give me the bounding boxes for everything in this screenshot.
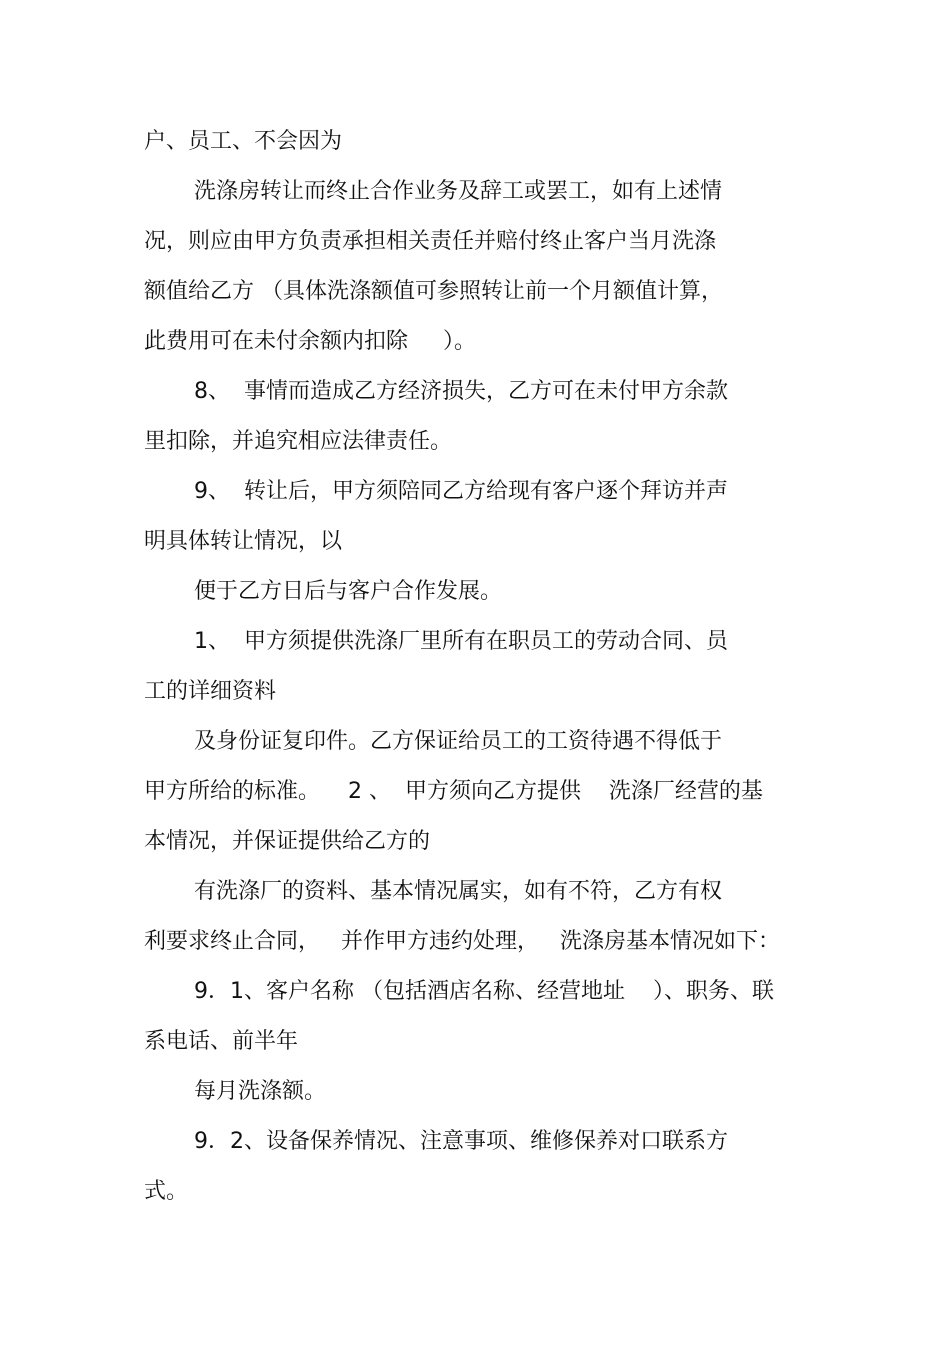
text-line-7: 里扣除，并追究相应法律责任。 — [144, 429, 453, 454]
text-line-21: 9．2、设备保养情况、注意事项、维修保养对口联系方 — [194, 1129, 728, 1154]
text-line-9: 明具体转让情况，以 — [144, 529, 343, 554]
text-line-22: 式。 — [144, 1179, 189, 1204]
text-line-4: 额值给乙方 （具体洗涤额值可参照转让前一个月额值计算， — [144, 279, 723, 304]
text-line-2: 洗涤房转让而终止合作业务及辞工或罢工，如有上述情 — [194, 179, 723, 204]
text-line-10: 便于乙方日后与客户合作发展。 — [194, 579, 503, 604]
text-line-16: 有洗涤厂的资料、基本情况属实，如有不符，乙方有权 — [194, 879, 723, 904]
text-line-1: 户、员工、不会因为 — [144, 129, 343, 154]
text-line-17: 利要求终止合同， 并作甲方违约处理， 洗涤房基本情况如下： — [144, 929, 780, 954]
text-line-12: 工的详细资料 — [144, 679, 277, 704]
text-line-6: 8、 事情而造成乙方经济损失，乙方可在未付甲方余款 — [194, 379, 728, 404]
text-line-11: 1、 甲方须提供洗涤厂里所有在职员工的劳动合同、员 — [194, 629, 728, 654]
text-line-18: 9．1、客户名称 （包括酒店名称、经营地址 ）、职务、联 — [194, 979, 774, 1004]
text-line-8: 9、 转让后，甲方须陪同乙方给现有客户逐个拜访并声 — [194, 479, 728, 504]
text-line-14: 甲方所给的标准。 2 、 甲方须向乙方提供 洗涤厂经营的基 — [144, 779, 763, 804]
text-line-20: 每月洗涤额。 — [194, 1079, 327, 1104]
text-line-13: 及身份证复印件。乙方保证给员工的工资待遇不得低于 — [194, 729, 723, 754]
text-line-5: 此费用可在未付余额内扣除 ）。 — [144, 329, 476, 354]
text-line-15: 本情况，并保证提供给乙方的 — [144, 829, 431, 854]
text-line-3: 况，则应由甲方负责承担相关责任并赔付终止客户当月洗涤 — [144, 229, 717, 254]
text-line-19: 系电话、前半年 — [144, 1029, 299, 1054]
